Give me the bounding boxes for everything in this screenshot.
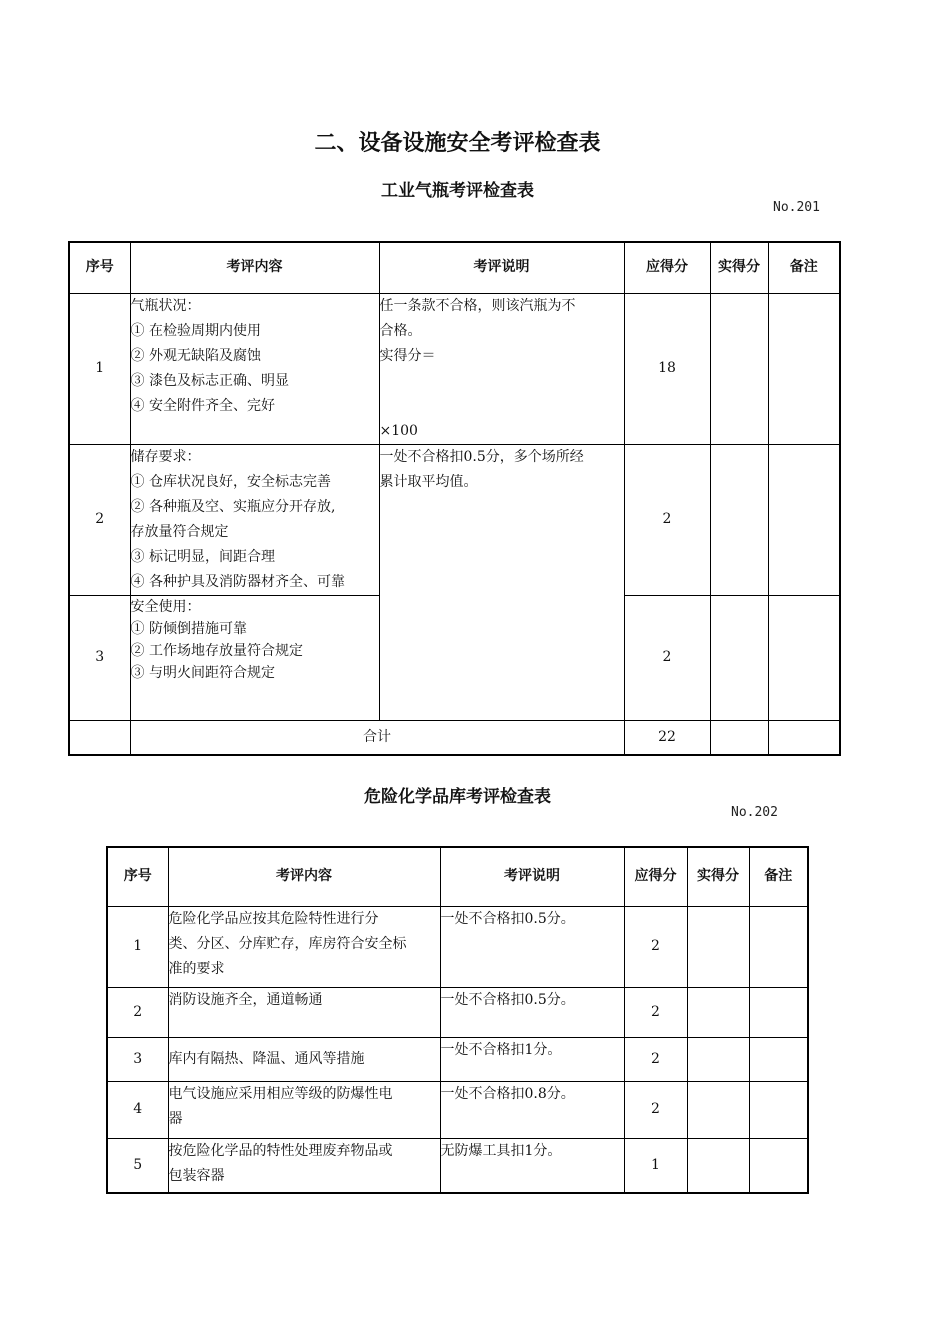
row-due-score: 18	[624, 293, 710, 444]
note-line	[380, 394, 624, 419]
row-remarks	[749, 987, 808, 1037]
row-index: 4	[107, 1081, 168, 1138]
row-explanation: 一处不合格扣0.5分。	[440, 987, 624, 1037]
table2-header-row	[107, 847, 808, 906]
row-index: 3	[107, 1037, 168, 1081]
row-due-score: 2	[624, 906, 687, 987]
note-line: 累计取平均值。	[379, 473, 478, 490]
header-due-score: 应得分	[624, 242, 710, 293]
header-content: 考评内容	[168, 847, 440, 906]
table2-title: 危险化学品库考评检查表	[364, 787, 551, 807]
header-explanation: 考评说明	[379, 242, 624, 293]
row-actual-score	[687, 1037, 749, 1081]
total-remarks	[768, 720, 840, 755]
table1-header-row	[69, 242, 840, 293]
row-explanation: 一处不合格扣1分。	[440, 1037, 624, 1081]
header-explanation: 考评说明	[440, 847, 624, 906]
row-due-score: 2	[624, 987, 687, 1037]
note-line: 任一条款不合格，则该汽瓶为不	[379, 297, 576, 314]
note-line: ×100	[379, 422, 418, 439]
table2-hazardous-chemicals	[106, 846, 809, 1194]
note-line: 实得分＝	[379, 347, 436, 364]
row-content	[168, 1138, 440, 1193]
table-row	[107, 1037, 808, 1081]
row-due-score: 2	[624, 444, 710, 595]
row-remarks	[749, 1138, 808, 1193]
content-line: 安全使用：	[130, 598, 201, 615]
content-line: ④ 各种护具及消防器材齐全、可靠	[130, 573, 345, 590]
row-explanation	[379, 444, 624, 720]
row-due-score: 2	[624, 595, 710, 720]
content-line: ④ 安全附件齐全、完好	[130, 397, 275, 414]
row-content	[130, 293, 379, 444]
row-actual-score	[687, 906, 749, 987]
row-remarks	[749, 1037, 808, 1081]
total-index-cell	[69, 720, 130, 755]
content-line: ② 外观无缺陷及腐蚀	[130, 347, 261, 364]
header-actual-score: 实得分	[710, 242, 768, 293]
row-remarks	[768, 444, 840, 595]
row-actual-score	[687, 1138, 749, 1193]
row-actual-score	[710, 293, 768, 444]
content-line: 气瓶状况：	[130, 297, 201, 314]
content-line: 危险化学品应按其危险特性进行分	[168, 910, 379, 927]
content-line: 器	[168, 1110, 183, 1127]
content-line: ③ 标记明显，间距合理	[130, 548, 275, 565]
table1-number: No.201	[773, 200, 820, 215]
content-line: 存放量符合规定	[130, 523, 229, 540]
row-content	[168, 1037, 440, 1081]
note-line: 合格。	[379, 322, 422, 339]
total-score: 22	[624, 720, 710, 755]
table2-number: No.202	[731, 805, 778, 820]
content-line: 准的要求	[168, 960, 225, 977]
row-due-score: 1	[624, 1138, 687, 1193]
row-remarks	[749, 906, 808, 987]
row-remarks	[768, 595, 840, 720]
page-title: 二、设备设施安全考评检查表	[314, 131, 601, 156]
row-content	[130, 444, 379, 595]
content-line: 按危险化学品的特性处理废弃物品或	[168, 1142, 393, 1159]
table-row	[107, 1138, 808, 1193]
row-explanation: 一处不合格扣0.5分。	[440, 906, 624, 987]
content-line: ① 在检验周期内使用	[130, 322, 261, 339]
total-actual-score	[710, 720, 768, 755]
row-actual-score	[687, 1081, 749, 1138]
note-line	[380, 369, 624, 394]
total-label: 合计	[130, 720, 624, 755]
table1-total-row	[69, 720, 840, 755]
row-index: 1	[107, 906, 168, 987]
table-row	[107, 1081, 808, 1138]
row-remarks	[768, 293, 840, 444]
row-index: 2	[107, 987, 168, 1037]
header-remarks: 备注	[749, 847, 808, 906]
row-content	[168, 987, 440, 1037]
content-line: 类、分区、分库贮存，库房符合安全标	[168, 935, 407, 952]
header-due-score: 应得分	[624, 847, 687, 906]
header-content: 考评内容	[130, 242, 379, 293]
row-actual-score	[710, 595, 768, 720]
table-row	[107, 906, 808, 987]
row-index: 3	[69, 595, 130, 720]
header-remarks: 备注	[768, 242, 840, 293]
content-line: 储存要求：	[130, 448, 201, 465]
note-line: 一处不合格扣0.5分，多个场所经	[379, 448, 584, 465]
header-index: 序号	[69, 242, 130, 293]
content-line: ① 防倾倒措施可靠	[130, 620, 247, 637]
row-due-score: 2	[624, 1081, 687, 1138]
content-line: ② 各种瓶及空、实瓶应分开存放,	[130, 498, 336, 515]
row-explanation: 一处不合格扣0.8分。	[440, 1081, 624, 1138]
row-index: 2	[69, 444, 130, 595]
row-explanation: 无防爆工具扣1分。	[440, 1138, 624, 1193]
table1-title: 工业气瓶考评检查表	[381, 181, 534, 201]
row-index: 5	[107, 1138, 168, 1193]
row-content	[168, 906, 440, 987]
row-actual-score	[687, 987, 749, 1037]
content-line: ③ 与明火间距符合规定	[130, 664, 275, 681]
row-actual-score	[710, 444, 768, 595]
table1-gas-cylinder	[68, 241, 841, 756]
content-line: 库内有隔热、降温、通风等措施	[168, 1050, 365, 1067]
content-line: 包装容器	[168, 1167, 225, 1184]
header-index: 序号	[107, 847, 168, 906]
content-line: 消防设施齐全，通道畅通	[168, 991, 323, 1008]
content-line: ① 仓库状况良好，安全标志完善	[130, 473, 331, 490]
content-line: ② 工作场地存放量符合规定	[130, 642, 303, 659]
row-explanation	[379, 293, 624, 444]
header-actual-score: 实得分	[687, 847, 749, 906]
content-line: 电气设施应采用相应等级的防爆性电	[168, 1085, 393, 1102]
row-remarks	[749, 1081, 808, 1138]
row-content	[130, 595, 379, 720]
row-content	[168, 1081, 440, 1138]
table-row	[107, 987, 808, 1037]
row-index: 1	[69, 293, 130, 444]
table-row	[69, 293, 840, 444]
row-due-score: 2	[624, 1037, 687, 1081]
content-line: ③ 漆色及标志正确、明显	[130, 372, 289, 389]
table-row	[69, 444, 840, 595]
